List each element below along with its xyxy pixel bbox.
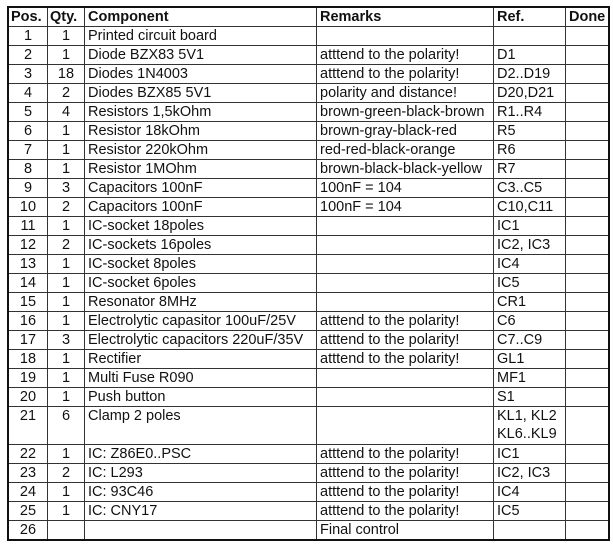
cell-component: Resonator 8MHz <box>85 293 317 312</box>
cell-pos: 14 <box>8 274 48 293</box>
cell-component: IC-socket 18poles <box>85 217 317 236</box>
cell-component: Capacitors 100nF <box>85 179 317 198</box>
cell-done[interactable] <box>566 407 610 445</box>
cell-done[interactable] <box>566 103 610 122</box>
cell-ref: D20,D21 <box>494 84 566 103</box>
cell-component: Printed circuit board <box>85 27 317 46</box>
cell-done[interactable] <box>566 445 610 464</box>
cell-remarks <box>317 293 494 312</box>
cell-qty: 2 <box>48 236 85 255</box>
cell-done[interactable] <box>566 236 610 255</box>
cell-ref: C3..C5 <box>494 179 566 198</box>
cell-component: Push button <box>85 388 317 407</box>
cell-pos: 21 <box>8 407 48 445</box>
cell-qty: 1 <box>48 388 85 407</box>
cell-done[interactable] <box>566 331 610 350</box>
cell-component: Multi Fuse R090 <box>85 369 317 388</box>
cell-ref: IC5 <box>494 502 566 521</box>
table-row <box>8 388 609 407</box>
cell-qty: 1 <box>48 350 85 369</box>
cell-component: IC-socket 8poles <box>85 255 317 274</box>
table-row <box>8 464 609 483</box>
cell-done[interactable] <box>566 141 610 160</box>
table-row <box>8 293 609 312</box>
cell-done[interactable] <box>566 65 610 84</box>
cell-component: IC-sockets 16poles <box>85 236 317 255</box>
cell-remarks: atttend to the polarity! <box>317 483 494 502</box>
table-row <box>8 369 609 388</box>
cell-remarks <box>317 274 494 293</box>
cell-qty: 1 <box>48 483 85 502</box>
cell-qty: 1 <box>48 293 85 312</box>
cell-ref: IC2, IC3 <box>494 236 566 255</box>
table-row <box>8 103 609 122</box>
cell-ref: MF1 <box>494 369 566 388</box>
cell-remarks: atttend to the polarity! <box>317 65 494 84</box>
cell-ref: R7 <box>494 160 566 179</box>
cell-remarks <box>317 236 494 255</box>
cell-remarks: atttend to the polarity! <box>317 46 494 65</box>
cell-remarks: 100nF = 104 <box>317 198 494 217</box>
cell-pos: 7 <box>8 141 48 160</box>
cell-done[interactable] <box>566 122 610 141</box>
cell-ref: R1..R4 <box>494 103 566 122</box>
cell-component: Clamp 2 poles <box>85 407 317 445</box>
cell-qty: 1 <box>48 217 85 236</box>
cell-pos: 8 <box>8 160 48 179</box>
header-pos: Pos. <box>8 7 48 27</box>
cell-component: Resistor 220kOhm <box>85 141 317 160</box>
cell-pos: 17 <box>8 331 48 350</box>
cell-ref: IC1 <box>494 445 566 464</box>
cell-qty: 4 <box>48 103 85 122</box>
cell-qty: 1 <box>48 502 85 521</box>
cell-pos: 26 <box>8 521 48 541</box>
table-row <box>8 122 609 141</box>
cell-remarks: brown-black-black-yellow <box>317 160 494 179</box>
table-row <box>8 521 609 541</box>
cell-qty: 1 <box>48 445 85 464</box>
cell-remarks: Final control <box>317 521 494 541</box>
table-row <box>8 312 609 331</box>
cell-ref: GL1 <box>494 350 566 369</box>
cell-component: Electrolytic capasitor 100uF/25V <box>85 312 317 331</box>
cell-done[interactable] <box>566 388 610 407</box>
cell-remarks: atttend to the polarity! <box>317 464 494 483</box>
table-row <box>8 445 609 464</box>
cell-component: IC: CNY17 <box>85 502 317 521</box>
cell-pos: 1 <box>8 27 48 46</box>
cell-done[interactable] <box>566 255 610 274</box>
cell-done[interactable] <box>566 350 610 369</box>
cell-remarks: atttend to the polarity! <box>317 312 494 331</box>
cell-done[interactable] <box>566 369 610 388</box>
cell-qty: 1 <box>48 46 85 65</box>
cell-ref: R6 <box>494 141 566 160</box>
ref-line: KL6..KL9 <box>497 426 557 442</box>
cell-component: IC-socket 6poles <box>85 274 317 293</box>
table-row <box>8 407 609 445</box>
cell-pos: 4 <box>8 84 48 103</box>
cell-ref: IC2, IC3 <box>494 464 566 483</box>
cell-remarks: atttend to the polarity! <box>317 331 494 350</box>
ref-line: KL1, KL2 <box>497 408 557 424</box>
cell-remarks <box>317 388 494 407</box>
cell-remarks: red-red-black-orange <box>317 141 494 160</box>
cell-component: Capacitors 100nF <box>85 198 317 217</box>
cell-ref: R5 <box>494 122 566 141</box>
cell-done[interactable] <box>566 179 610 198</box>
cell-pos: 5 <box>8 103 48 122</box>
table-row <box>8 274 609 293</box>
cell-ref: C10,C11 <box>494 198 566 217</box>
cell-remarks: atttend to the polarity! <box>317 445 494 464</box>
cell-qty: 1 <box>48 312 85 331</box>
table-row <box>8 236 609 255</box>
cell-done[interactable] <box>566 274 610 293</box>
cell-remarks <box>317 217 494 236</box>
cell-ref: IC1 <box>494 217 566 236</box>
cell-ref: IC5 <box>494 274 566 293</box>
cell-component <box>85 521 317 541</box>
cell-pos: 18 <box>8 350 48 369</box>
cell-component: IC: 93C46 <box>85 483 317 502</box>
header-remarks: Remarks <box>317 7 494 27</box>
cell-pos: 11 <box>8 217 48 236</box>
table-row <box>8 46 609 65</box>
table-row <box>8 350 609 369</box>
cell-qty: 1 <box>48 141 85 160</box>
cell-done[interactable] <box>566 312 610 331</box>
bom-table-container <box>7 6 610 541</box>
cell-done[interactable] <box>566 84 610 103</box>
cell-done[interactable] <box>566 464 610 483</box>
header-qty: Qty. <box>48 7 85 27</box>
cell-component: Diodes BZX85 5V1 <box>85 84 317 103</box>
cell-done[interactable] <box>566 502 610 521</box>
header-done: Done <box>566 7 610 27</box>
cell-qty: 1 <box>48 27 85 46</box>
cell-component: Rectifier <box>85 350 317 369</box>
cell-pos: 19 <box>8 369 48 388</box>
table-row <box>8 217 609 236</box>
table-row <box>8 179 609 198</box>
cell-ref: IC4 <box>494 255 566 274</box>
cell-qty: 6 <box>48 407 85 445</box>
cell-ref: IC4 <box>494 483 566 502</box>
cell-component: Resistors 1,5kOhm <box>85 103 317 122</box>
table-row <box>8 502 609 521</box>
cell-done[interactable] <box>566 160 610 179</box>
table-row <box>8 255 609 274</box>
cell-ref: D2..D19 <box>494 65 566 84</box>
cell-component: Electrolytic capacitors 220uF/35V <box>85 331 317 350</box>
cell-pos: 3 <box>8 65 48 84</box>
table-row <box>8 65 609 84</box>
cell-done[interactable] <box>566 483 610 502</box>
cell-qty: 1 <box>48 255 85 274</box>
cell-qty: 1 <box>48 369 85 388</box>
cell-qty: 3 <box>48 331 85 350</box>
cell-pos: 23 <box>8 464 48 483</box>
cell-qty: 2 <box>48 84 85 103</box>
cell-ref: S1 <box>494 388 566 407</box>
cell-ref: CR1 <box>494 293 566 312</box>
cell-pos: 6 <box>8 122 48 141</box>
cell-remarks <box>317 369 494 388</box>
cell-qty: 1 <box>48 160 85 179</box>
cell-qty: 18 <box>48 65 85 84</box>
cell-remarks <box>317 255 494 274</box>
cell-remarks: atttend to the polarity! <box>317 350 494 369</box>
cell-ref: C6 <box>494 312 566 331</box>
cell-qty <box>48 521 85 541</box>
cell-remarks: brown-green-black-brown <box>317 103 494 122</box>
cell-done[interactable] <box>566 198 610 217</box>
cell-qty: 3 <box>48 179 85 198</box>
table-row <box>8 27 609 46</box>
cell-pos: 15 <box>8 293 48 312</box>
cell-pos: 24 <box>8 483 48 502</box>
cell-remarks: brown-gray-black-red <box>317 122 494 141</box>
bill-of-materials-table <box>7 6 610 541</box>
cell-pos: 2 <box>8 46 48 65</box>
table-row <box>8 84 609 103</box>
cell-done[interactable] <box>566 521 610 541</box>
cell-ref <box>494 27 566 46</box>
cell-qty: 2 <box>48 198 85 217</box>
cell-pos: 25 <box>8 502 48 521</box>
cell-remarks: 100nF = 104 <box>317 179 494 198</box>
cell-pos: 10 <box>8 198 48 217</box>
cell-ref <box>494 521 566 541</box>
cell-ref: C7..C9 <box>494 331 566 350</box>
cell-ref <box>494 407 566 445</box>
cell-remarks: atttend to the polarity! <box>317 502 494 521</box>
cell-qty: 1 <box>48 274 85 293</box>
cell-qty: 2 <box>48 464 85 483</box>
table-body <box>8 27 609 541</box>
cell-done[interactable] <box>566 46 610 65</box>
cell-done[interactable] <box>566 293 610 312</box>
header-component: Component <box>85 7 317 27</box>
cell-component: Resistor 1MOhm <box>85 160 317 179</box>
table-row <box>8 331 609 350</box>
cell-pos: 9 <box>8 179 48 198</box>
cell-component: Diodes 1N4003 <box>85 65 317 84</box>
cell-component: IC: Z86E0..PSC <box>85 445 317 464</box>
header-row <box>8 7 609 27</box>
cell-ref: D1 <box>494 46 566 65</box>
table-row <box>8 160 609 179</box>
cell-remarks <box>317 27 494 46</box>
cell-qty: 1 <box>48 122 85 141</box>
cell-component: Resistor 18kOhm <box>85 122 317 141</box>
cell-component: IC: L293 <box>85 464 317 483</box>
cell-remarks: polarity and distance! <box>317 84 494 103</box>
table-row <box>8 141 609 160</box>
cell-pos: 22 <box>8 445 48 464</box>
cell-pos: 16 <box>8 312 48 331</box>
cell-pos: 12 <box>8 236 48 255</box>
cell-pos: 20 <box>8 388 48 407</box>
cell-pos: 13 <box>8 255 48 274</box>
table-row <box>8 483 609 502</box>
cell-done[interactable] <box>566 27 610 46</box>
cell-done[interactable] <box>566 217 610 236</box>
cell-component: Diode BZX83 5V1 <box>85 46 317 65</box>
header-ref: Ref. <box>494 7 566 27</box>
cell-remarks <box>317 407 494 445</box>
table-row <box>8 198 609 217</box>
